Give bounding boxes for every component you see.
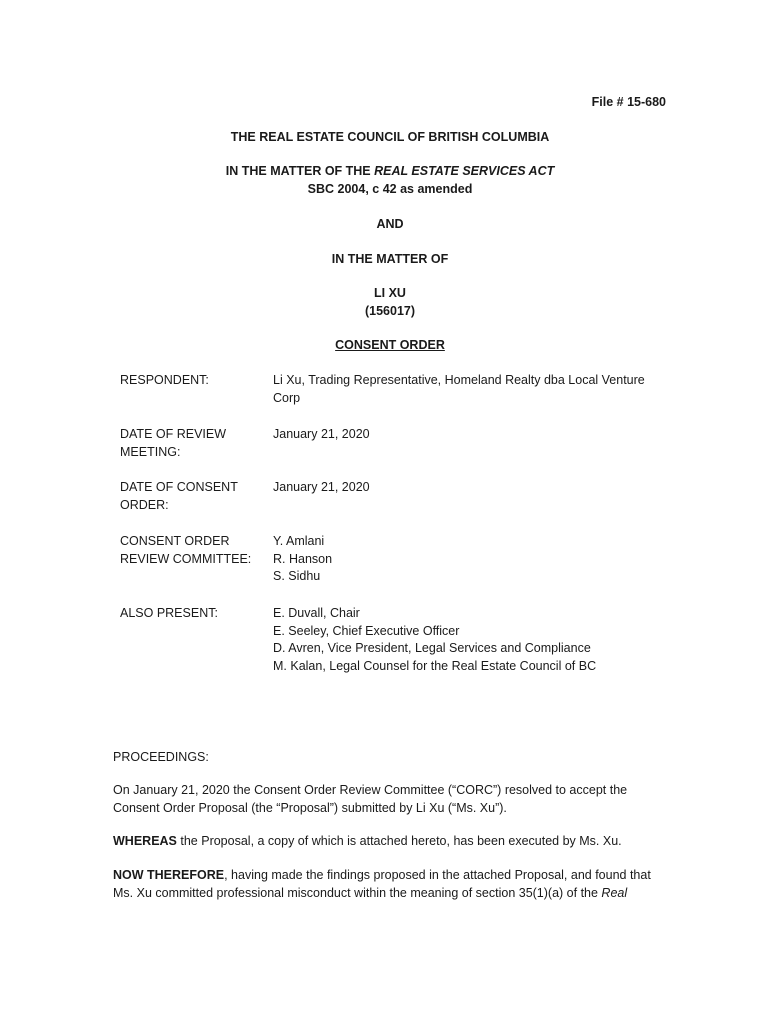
detail-label: RESPONDENT: <box>120 373 209 387</box>
person-name: LI XU <box>374 286 406 300</box>
detail-label: CONSENT ORDER REVIEW COMMITTEE: <box>120 534 252 566</box>
whereas-paragraph: WHEREAS the Proposal, a copy of which is attached hereto, has been executed by Ms. Xu. <box>113 834 622 848</box>
detail-value: Li Xu, Trading Representative, Homeland Realty dba Local Venture Corp <box>273 373 645 405</box>
whereas-keyword: WHEREAS <box>113 834 177 848</box>
in-the-matter-of-heading: IN THE MATTER OF <box>331 252 449 266</box>
detail-value: E. Duvall, Chair E. Seeley, Chief Executive Officer D. Avren, Vice President, Legal Services and Compliance M. Kalan, Legal Counsel for the Real Estate Council of BC <box>273 606 597 673</box>
person-number: (156017) <box>364 304 416 318</box>
now-therefore-paragraph: NOW THEREFORE, having made the findings proposed in the attached Proposal, and found that Ms. Xu committed professional misconduct within the meaning of section 35(1)(a) of the Real <box>113 868 651 900</box>
council-heading: THE REAL ESTATE COUNCIL OF BRITISH COLUMBIA <box>230 130 550 144</box>
detail-label: DATE OF REVIEW MEETING: <box>120 427 227 459</box>
detail-value: Y. Amlani R. Hanson S. Sidhu <box>273 534 333 583</box>
act-name: REAL ESTATE SERVICES ACT <box>374 164 555 178</box>
and-heading: AND <box>376 217 404 231</box>
detail-label: ALSO PRESENT: <box>120 606 218 620</box>
act-heading-prefix: IN THE MATTER OF THE <box>225 164 375 178</box>
act-heading <box>0 163 770 181</box>
statute-line: SBC 2004, c 42 as amended <box>307 182 473 196</box>
now-therefore-keyword: NOW THEREFORE <box>113 868 225 882</box>
detail-value: January 21, 2020 <box>273 480 370 494</box>
detail-value: January 21, 2020 <box>273 427 370 441</box>
file-number: File # 15-680 <box>591 95 666 109</box>
detail-label: DATE OF CONSENT ORDER: <box>120 480 238 512</box>
proceedings-paragraph: On January 21, 2020 the Consent Order Review Committee (“CORC”) resolved to accept the Consent Order Proposal (the “Proposal”) submitted by Li Xu (“Ms. Xu”). <box>113 783 628 815</box>
order-title: CONSENT ORDER <box>335 338 445 352</box>
proceedings-heading: PROCEEDINGS: <box>113 750 209 764</box>
